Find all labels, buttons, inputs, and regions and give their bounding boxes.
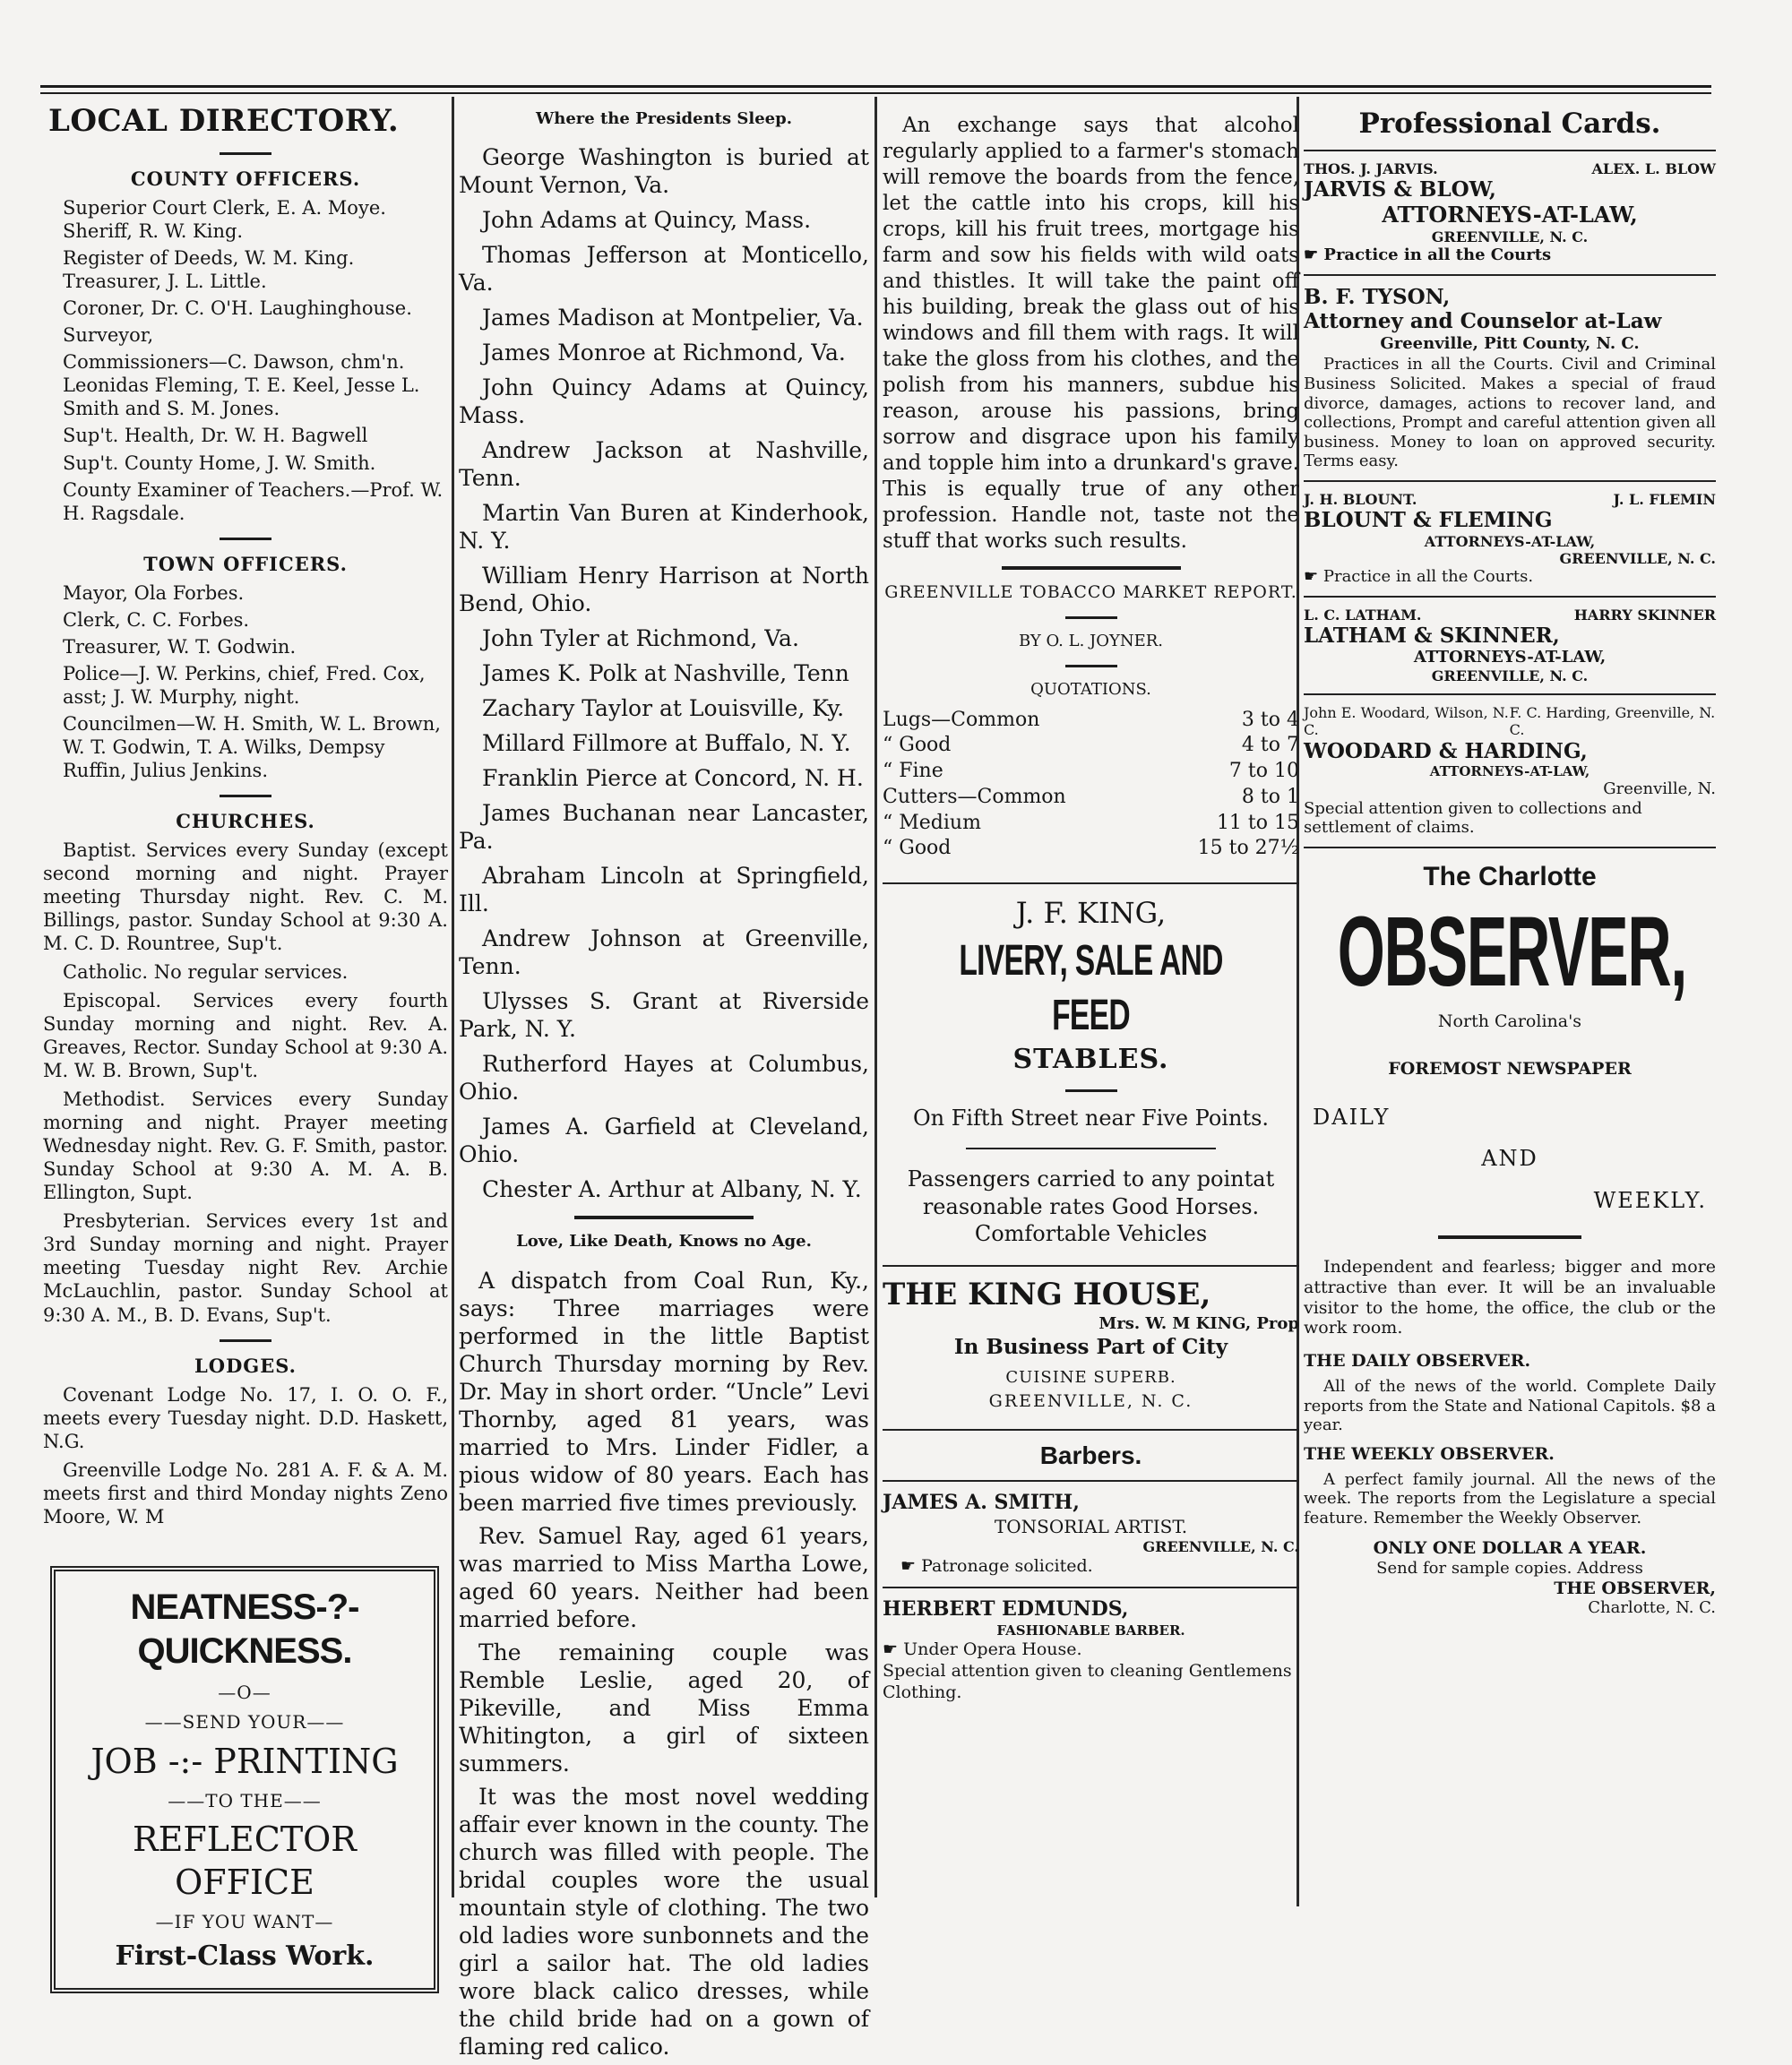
church-entry: Baptist. Services every Sunday (except second morning and night. Prayer meeting Thursday night. Rev. C. M. Billings, pastor. Sunday School at 9:30 A. M. C. D. Rountree, Sup't. <box>43 839 448 955</box>
market-grade: Cutters—Common <box>883 785 1066 808</box>
divider <box>1304 150 1716 151</box>
observer-ad <box>1304 861 1716 1618</box>
county-heading: COUNTY OFFICERS. <box>130 168 361 191</box>
president-entry: Franklin Pierce at Concord, N. H. <box>482 765 864 792</box>
stables: STABLES. <box>1012 1044 1169 1076</box>
divider <box>220 538 271 540</box>
county-officer-entry: Coroner, Dr. C. O'H. Laughinghouse. <box>63 297 412 320</box>
cards-title: Professional Cards. <box>1358 108 1661 140</box>
lodge-entry: Covenant Lodge No. 17, I. O. O. F., meets every Tuesday night. D.D. Haskett, N.G. <box>43 1383 448 1452</box>
county-officer-entry: Sup't. County Home, J. W. Smith. <box>63 452 376 474</box>
market-price: 4 to 7 <box>1241 734 1299 757</box>
presidents-column <box>459 97 869 2060</box>
observer-addr1: THE OBSERVER, <box>1554 1578 1716 1598</box>
king-house-city: GREENVILLE, N. C. <box>988 1391 1193 1412</box>
pointing-hand-icon: ☛ <box>1304 245 1324 264</box>
presidents-list <box>459 143 869 1203</box>
woodard-firm: WOODARD & HARDING, <box>1304 738 1588 763</box>
town-officer-entry: Councilmen—W. H. Smith, W. L. Brown, W. T. Godwin, T. A. Wilks, Dempsy Ruffin, Julius Jenkins. <box>63 712 441 781</box>
edmunds-title: FASHIONABLE BARBER. <box>996 1622 1185 1639</box>
divider <box>883 1587 1299 1588</box>
market-by: BY O. L. JOYNER. <box>1018 632 1164 651</box>
divider <box>1002 566 1181 570</box>
divider <box>883 1480 1299 1482</box>
market-row <box>883 759 1299 784</box>
churches-heading: CHURCHES. <box>176 809 315 832</box>
ad-send: ——SEND YOUR—— <box>144 1710 345 1733</box>
president-entry: James K. Polk at Nashville, Tenn <box>482 660 849 687</box>
divider <box>883 1429 1299 1431</box>
king-house-title: THE KING HOUSE, <box>883 1277 1211 1313</box>
jarvis-city: GREENVILLE, N. C. <box>1431 228 1589 245</box>
market-row <box>883 733 1299 758</box>
king-passengers: Passengers carried to any pointat reasonable rates Good Horses. Comfortable Vehicles <box>907 1166 1275 1246</box>
president-entry: Millard Fillmore at Buffalo, N. Y. <box>482 730 851 757</box>
county-officer-entry: Commissioners—C. Dawson, chm'n. Leonidas Fleming, T. E. Keel, Jesse L. Smith and S. M. Jones. <box>63 351 420 420</box>
love-paragraph: Rev. Samuel Ray, aged 61 years, was married to Miss Martha Lowe, aged 60 years. Neither had been married before. <box>459 1522 869 1632</box>
market-price: 8 to 1 <box>1241 785 1299 808</box>
ad-o: —O— <box>218 1681 271 1703</box>
king-house-ad <box>883 1276 1299 1413</box>
king-location: On Fifth Street near Five Points. <box>912 1106 1270 1131</box>
president-entry: William Henry Harrison at North Bend, Ohio. <box>459 563 869 617</box>
observer-nc: North Carolina's <box>1437 1011 1582 1031</box>
blount-note: ☛ Practice in all the Courts. <box>1304 567 1534 587</box>
president-entry: John Adams at Quincy, Mass. <box>482 207 812 234</box>
market-grade: “ Good <box>883 837 952 860</box>
divider <box>1304 693 1716 695</box>
market-quotations: QUOTATIONS. <box>1030 680 1151 700</box>
president-entry: Chester A. Arthur at Albany, N. Y. <box>482 1176 862 1203</box>
blount-header: J. H. BLOUNT. J. L. FLEMIN <box>1304 490 1716 508</box>
market-row <box>883 785 1299 810</box>
observer-independent: Independent and fearless; bigger and more attractive than ever. It will be an invaluable visitor to the home, the office, the club or the work room. <box>1304 1256 1716 1338</box>
woodard-att: ATTORNEYS-AT-LAW, <box>1429 763 1590 780</box>
love-paragraph: The remaining couple was Remble Leslie, aged 20, of Pikeville, and Miss Emma Whitington, a girl of sixteen summers. <box>459 1639 869 1777</box>
tyson-card <box>1304 285 1716 471</box>
market-price: 11 to 15 <box>1216 811 1299 834</box>
president-entry: George Washington is buried at Mount Vernon, Va. <box>459 144 869 199</box>
local-directory-column <box>43 97 448 2029</box>
middle-right-column <box>883 97 1299 2029</box>
divider <box>220 152 271 155</box>
ad-if-want: —IF YOU WANT— <box>155 1910 334 1932</box>
president-entry: James Madison at Montpelier, Va. <box>482 305 864 331</box>
smith-note: ☛ Patronage solicited. <box>900 1556 1093 1577</box>
church-entry: Presbyterian. Services every 1st and 3rd Sunday morning and night. Prayer meeting Tuesday night Rev. Archie McLauchlin, pastor. Sunday School at 9:30 A. M., B. D. Evans, Sup't. <box>43 1210 448 1326</box>
tobacco-market <box>883 582 1299 861</box>
observer-daily: DAILY <box>1313 1104 1391 1130</box>
observer-daily-body: All of the news of the world. Complete Daily reports from the State and National Capitols. $8 a year. <box>1304 1376 1716 1435</box>
tyson-title: Attorney and Counselor at-Law <box>1304 309 1662 334</box>
observer-weekly-body: A perfect family journal. All the news of the week. The reports from the Legislature a special feature. Remember the Weekly Observer. <box>1304 1469 1716 1527</box>
divider <box>966 1148 1216 1149</box>
divider <box>1304 480 1716 482</box>
observer-weekly-heading: THE WEEKLY OBSERVER. <box>1304 1443 1555 1464</box>
jarvis-header: THOS. J. JARVIS. ALEX. L. BLOW <box>1304 160 1716 178</box>
column-rule-2 <box>874 97 877 1897</box>
observer-daily-heading: THE DAILY OBSERVER. <box>1304 1351 1531 1372</box>
pointing-hand-icon: ☛ <box>900 1556 922 1577</box>
market-rows <box>883 708 1299 861</box>
barbers-heading: Barbers. <box>1039 1441 1142 1470</box>
market-price: 3 to 4 <box>1241 708 1299 731</box>
latham-header: L. C. LATHAM. HARRY SKINNER <box>1304 606 1716 624</box>
woodard-harding-card <box>1304 704 1716 838</box>
county-officer-entry: Surveyor, <box>63 324 154 347</box>
church-entry: Catholic. No regular services. <box>63 961 349 984</box>
divider <box>1304 847 1716 848</box>
town-heading: TOWN OFFICERS. <box>143 552 348 575</box>
town-officer-entry: Mayor, Ola Forbes. <box>63 581 245 604</box>
market-row <box>883 708 1299 733</box>
alcohol-article: An exchange says that alcohol regularly applied to a farmer's stomach will remove the boards from the fence, let the cattle into his crops, kill his crops, kill his fruit trees, mortgage his farm and sow his fields with wild oats and thistles. It will take the paint off his building, break the glass out of his windows and fill them with rags. It will take the gloss from his clothes, and the polish from his manners, subdue his reason, arouse his passions, bring sorrow and disgrace upon his family and topple him into a drunkard's grave. This is equally true of any other profession. Handle not, taste not the stuff that works such results. <box>883 114 1299 553</box>
town-officers-list <box>43 581 448 782</box>
blount-city: GREENVILLE, N. C. <box>1559 549 1716 567</box>
lodge-entry: Greenville Lodge No. 281 A. F. & A. M. meets first and third Monday nights Zeno Moore, W. M <box>43 1458 448 1527</box>
smith-name: JAMES A. SMITH, <box>883 1491 1080 1515</box>
ad-job-printing: JOB -:- PRINTING <box>90 1741 399 1781</box>
observer-weekly: WEEKLY. <box>1593 1188 1707 1214</box>
observer-the-charlotte: The Charlotte <box>1423 861 1597 891</box>
divider <box>883 1265 1299 1267</box>
divider <box>883 882 1299 884</box>
observer-and: AND <box>1481 1146 1538 1172</box>
jarvis-att: ATTORNEYS-AT-LAW, <box>1382 201 1638 228</box>
church-entry: Methodist. Services every Sunday morning and night. Prayer meeting Wednesday night. Rev. G. F. Smith, pastor. Sunday School at 9:30 A. M. A. B. Ellington, Supt. <box>43 1088 448 1204</box>
lodges-list <box>43 1383 448 1528</box>
lodges-heading: LODGES. <box>194 1354 297 1377</box>
president-entry: Abraham Lincoln at Springfield, Ill. <box>459 863 869 917</box>
professional-cards-column <box>1304 97 1716 2029</box>
divider <box>1304 596 1716 598</box>
top-rule-2 <box>40 92 1711 94</box>
jarvis-blow-card <box>1304 160 1716 264</box>
love-title: Love, Like Death, Knows no Age. <box>516 1232 812 1252</box>
market-price: 15 to 27½ <box>1197 837 1299 860</box>
king-house-cuisine: CUISINE SUPERB. <box>1005 1367 1176 1387</box>
ad-to-the: ——TO THE—— <box>168 1789 322 1811</box>
divider <box>220 1339 271 1342</box>
latham-firm: LATHAM & SKINNER, <box>1304 623 1560 648</box>
love-article <box>459 1267 869 2061</box>
local-directory-title: LOCAL DIRECTORY. <box>48 103 400 139</box>
latham-att: ATTORNEYS-AT-LAW, <box>1413 648 1607 667</box>
town-officer-entry: Police—J. W. Perkins, chief, Fred. Cox, asst; J. W. Murphy, night. <box>63 662 426 708</box>
market-row <box>883 836 1299 861</box>
pointing-hand-icon: ☛ <box>1304 567 1323 587</box>
latham-skinner-card <box>1304 607 1716 685</box>
president-entry: Rutherford Hayes at Columbus, Ohio. <box>459 1051 869 1106</box>
livery-heading: LIVERY, SALE AND FEED <box>959 937 1223 1039</box>
market-title: GREENVILLE TOBACCO MARKET REPORT. <box>884 582 1297 603</box>
tyson-name: B. F. TYSON, <box>1304 284 1451 309</box>
king-house-biz: In Business Part of City <box>953 1334 1228 1359</box>
market-grade: “ Good <box>883 734 952 757</box>
smith-city: GREENVILLE, N. C. <box>1142 1538 1299 1556</box>
president-entry: James Monroe at Richmond, Va. <box>482 340 846 366</box>
smith-barber-ad <box>883 1491 1299 1578</box>
president-entry: Thomas Jefferson at Monticello, Va. <box>459 242 869 297</box>
jarvis-note: ☛ Practice in all the Courts <box>1304 245 1552 264</box>
love-paragraph: It was the most novel wedding affair ever known in the county. The church was filled with people. The bridal couples wore the usual mountain style of clothing. The two old ladies wore sunbonnets and the girl a sailor hat. The old ladies wore black calico dresses, while the child bride had on a gown of flaming red calico. <box>459 1783 869 2060</box>
smith-title: TONSORIAL ARTIST. <box>994 1516 1188 1538</box>
edmunds-loc: ☛ Under Opera House. <box>883 1639 1082 1659</box>
divider <box>1065 1089 1117 1092</box>
observer-name: OBSERVER, <box>1337 896 1687 1007</box>
divider <box>1065 616 1117 619</box>
churches-list <box>43 839 448 1327</box>
market-row <box>883 811 1299 836</box>
divider <box>1304 274 1716 276</box>
county-officer-entry: County Examiner of Teachers.—Prof. W. H. Ragsdale. <box>63 478 444 524</box>
presidents-title: Where the Presidents Sleep. <box>536 109 792 128</box>
king-house-prop: Mrs. W. M KING, Prop <box>1098 1313 1299 1333</box>
church-entry: Episcopal. Services every fourth Sunday morning and night. Rev. A. Greaves, Rector. Sunday School at 9:30 A. M. W. B. Brown, Sup't. <box>43 990 448 1082</box>
blount-fleming-card <box>1304 491 1716 587</box>
president-entry: John Tyler at Richmond, Va. <box>482 625 799 652</box>
president-entry: John Quincy Adams at Quincy, Mass. <box>459 374 869 429</box>
market-grade: “ Fine <box>883 760 943 783</box>
reflector-printing-ad <box>50 1566 439 1993</box>
ad-reflector: REFLECTOR OFFICE <box>133 1820 357 1902</box>
king-livery-ad <box>883 895 1299 1247</box>
blount-firm: BLOUNT & FLEMING <box>1304 508 1553 533</box>
county-officer-entry: Sup't. Health, Dr. W. H. Bagwell <box>63 425 368 447</box>
president-entry: Andrew Johnson at Greenville, Tenn. <box>459 925 869 980</box>
pointing-hand-icon: ☛ <box>883 1639 904 1659</box>
president-entry: Andrew Jackson at Nashville, Tenn. <box>459 437 869 492</box>
town-officer-entry: Clerk, C. C. Forbes. <box>63 608 250 631</box>
edmunds-barber-ad <box>883 1597 1299 1703</box>
latham-city: GREENVILLE, N. C. <box>1431 667 1589 685</box>
president-entry: Ulysses S. Grant at Riverside Park, N. Y. <box>459 988 869 1043</box>
column-rule-1 <box>452 97 454 1897</box>
jarvis-firm: JARVIS & BLOW, <box>1304 177 1496 202</box>
love-paragraph: A dispatch from Coal Run, Ky., says: Three marriages were performed in the little Baptist Church Thursday morning by Rev. Dr. May in short order. “Uncle” Levi Thornby, aged 81 years, was married to Mrs. Linder Fidler, a pious widow of 80 years. Each has been married five times previously. <box>459 1267 869 1516</box>
tyson-city: Greenville, Pitt County, N. C. <box>1380 333 1640 353</box>
divider <box>574 1216 754 1219</box>
edmunds-name: HERBERT EDMUNDS, <box>883 1597 1129 1622</box>
president-entry: Zachary Taylor at Louisville, Ky. <box>482 695 845 722</box>
ad-first-class: First-Class Work. <box>115 1940 375 1973</box>
observer-addr2: Charlotte, N. C. <box>1588 1598 1716 1618</box>
woodard-city: Greenville, N. <box>1603 779 1716 799</box>
divider <box>1438 1235 1581 1239</box>
county-officer-entry: Register of Deeds, W. M. King. Treasurer, J. L. Little. <box>63 247 355 293</box>
market-grade: Lugs—Common <box>883 708 1040 731</box>
market-price: 7 to 10 <box>1228 760 1299 783</box>
town-officer-entry: Treasurer, W. T. Godwin. <box>63 635 297 658</box>
county-officer-entry: Superior Court Clerk, E. A. Moye. Sheriff, R. W. King. <box>63 197 386 243</box>
king-name: J. F. KING, <box>1015 896 1167 931</box>
president-entry: James A. Garfield at Cleveland, Ohio. <box>459 1114 869 1168</box>
president-entry: James Buchanan near Lancaster, Pa. <box>459 800 869 855</box>
observer-send: Send for sample copies. Address <box>1376 1559 1643 1579</box>
divider <box>1065 665 1117 667</box>
divider <box>220 795 271 797</box>
woodard-header: John E. Woodard, Wilson, N. C. F. C. Harding, Greenville, N. C. <box>1304 704 1716 739</box>
ad-neatness: NEATNESS-?-QUICKNESS. <box>130 1587 359 1672</box>
observer-foremost: FOREMOST NEWSPAPER <box>1388 1058 1632 1079</box>
market-grade: “ Medium <box>883 811 981 834</box>
observer-dollar: ONLY ONE DOLLAR A YEAR. <box>1373 1538 1647 1559</box>
top-rule <box>40 85 1711 88</box>
woodard-note: Special attention given to collections and settlement of claims. <box>1304 798 1642 838</box>
tyson-body: Practices in all the Courts. Civil and Criminal Business Solicited. Makes a special of fraud divorce, damages, actions to recover land, and collections, Prompt and careful attention given all business. Money to loan on approved security. Terms easy. <box>1304 355 1716 471</box>
president-entry: Martin Van Buren at Kinderhook, N. Y. <box>459 500 869 555</box>
blount-att: ATTORNEYS-AT-LAW, <box>1424 532 1596 550</box>
county-officers-list <box>43 196 448 524</box>
edmunds-note: Special attention given to cleaning Gentlemens Clothing. <box>883 1660 1292 1702</box>
